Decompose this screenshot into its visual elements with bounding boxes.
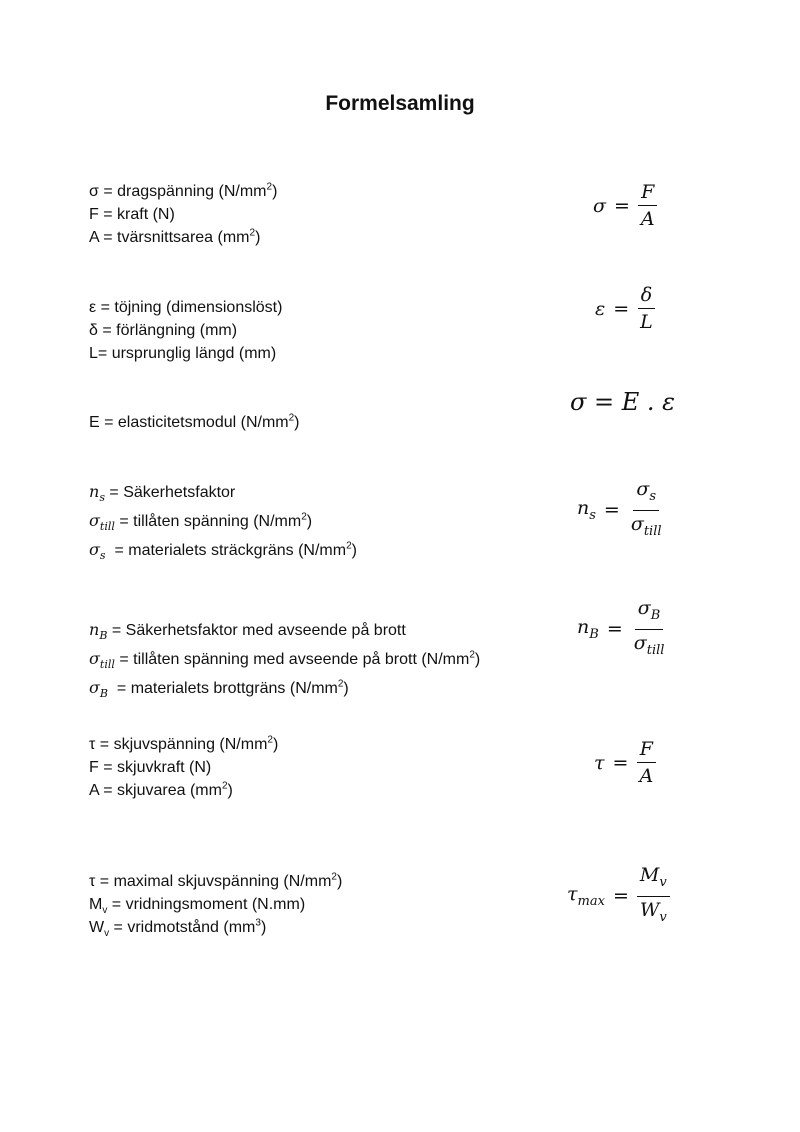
formula-shear-stress: τ = $\frac{F}{A}$ [594, 738, 656, 787]
definition-line: $n_B$ = Säkerhetsfaktor med avseende på brott [89, 620, 406, 643]
formula-safety-factor-fracture: $n_B$ = $\frac{\sigma_B}{\sigma_{till}}$ [577, 597, 665, 658]
definition-line: $M_v$ = vridningsmoment (N.mm) [89, 896, 306, 917]
page-title: Formelsamling [325, 92, 475, 115]
definition-line: $n_s$ = Säkerhetsfaktor [89, 482, 236, 505]
formula-safety-factor-yield: $n_s$ = $\frac{\sigma_s}{\sigma_{till}}$ [577, 478, 662, 539]
formula-strain: ε = $\frac{\delta}{L}$ [595, 284, 656, 333]
definitions-safety-factor-fracture [89, 618, 480, 706]
definitions-tensile-stress [89, 180, 277, 249]
definitions-torsion [89, 870, 342, 939]
definition-line: δ = förlängning (mm) [89, 322, 238, 339]
definition-line: $\sigma_{till}$ = tillåten spänning $(N/mm^2)$ [89, 511, 313, 534]
definition-line: A = skjuvarea $(mm^2)$ [89, 780, 233, 799]
definition-line: ε = töjning (dimensionslöst) [89, 299, 283, 316]
definition-line: $\sigma_s$ = materialets sträckgräns $(N/mm^2)$ [89, 540, 357, 563]
definitions-safety-factor-yield [89, 480, 357, 568]
definition-line: τ = skjuvspänning $(N/mm^2)$ [89, 734, 279, 753]
definition-line: E = elasticitetsmodul $(N/mm^2)$ [89, 412, 300, 431]
definition-line: L= ursprunglig längd (mm) [89, 345, 277, 362]
formula-hookes-law: σ = E . ε [570, 388, 676, 416]
definition-line: A = tvärsnittsarea $(mm^2)$ [89, 227, 261, 246]
definitions-shear-stress [89, 733, 278, 802]
definition-line: F = kraft (N) [89, 206, 175, 223]
definitions-strain [89, 296, 282, 365]
definition-line: F = skjuvkraft (N) [89, 759, 212, 776]
definitions-elasticity [89, 411, 300, 434]
definition-line: τ = maximal skjuvspänning $(N/mm^2)$ [89, 871, 343, 890]
formula-tensile-stress: σ = $\frac{F}{A}$ [593, 181, 658, 230]
definition-line: σ = dragspänning $(N/mm^2)$ [89, 181, 278, 200]
definition-line: $\sigma_{till}$ = tillåten spänning med avseende på brott $(N/mm^2)$ [89, 649, 481, 672]
formula-max-shear-torsion: $\tau_{max}$ = $\frac{M_v}{W_v}$ [567, 864, 670, 929]
definition-line: $W_v$ = vridmotstånd $(mm^3)$ [89, 917, 267, 940]
definition-line: $\sigma_B$ = materialets brottgräns $(N/mm^2)$ [89, 678, 349, 701]
